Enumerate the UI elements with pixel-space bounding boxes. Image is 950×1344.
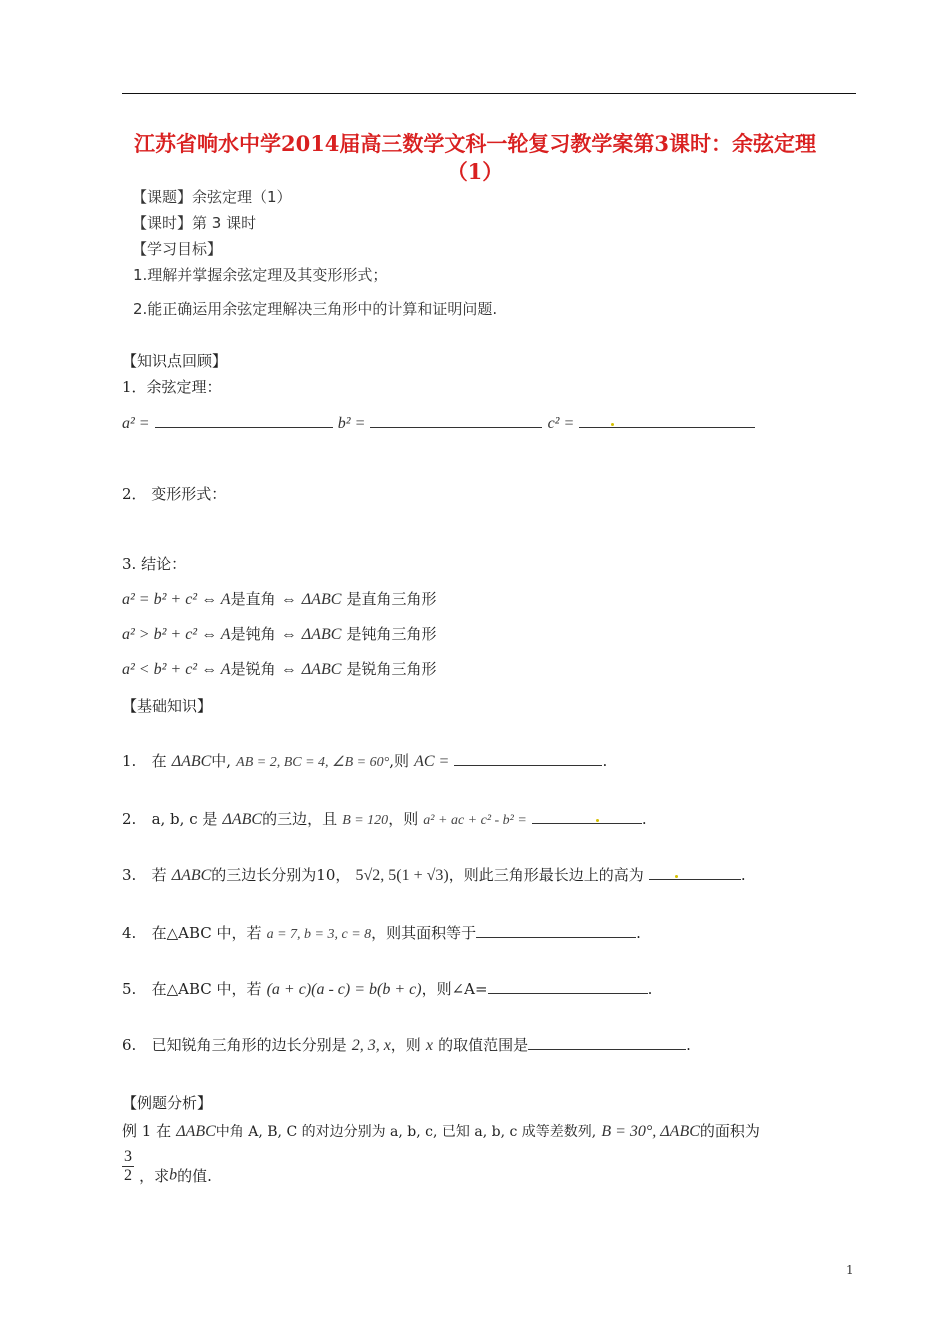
basics-q6 (122, 1034, 691, 1055)
q3-mid: 的三边长分别为10， (211, 866, 351, 884)
triangle-symbol: ΔABC (301, 626, 342, 643)
basics-label: 【基础知识】 (122, 697, 213, 715)
q6-end: . (686, 1036, 691, 1054)
page-number: 1 (846, 1263, 854, 1277)
q6-pre: 已知锐角三角形的边长分别是 (151, 1036, 347, 1054)
ex1-ask-pre: ，求 (139, 1167, 170, 1185)
q4-number: 4. (122, 924, 137, 942)
q2-pre: a, b, c 是 (151, 810, 218, 828)
q2-then: ，则 (388, 810, 419, 828)
fraction-denominator: 2 (124, 1167, 132, 1184)
review-item2: 2． 变形形式： (122, 485, 227, 503)
example-1-line2 (122, 1148, 212, 1186)
q3-answer-blank (649, 865, 741, 880)
conclusion-result: 是锐角三角形 (346, 660, 437, 678)
conclusion-expr: a² > b² + c² ⇔ A (122, 626, 231, 643)
topic-line: 【课题】余弦定理（1） (132, 188, 292, 206)
iff-symbol: ⇔ (280, 591, 297, 608)
conclusion-result: 是钝角三角形 (346, 625, 437, 643)
example-1-line1 (122, 1120, 760, 1141)
q1-answer-blank (454, 751, 602, 766)
basics-q5 (122, 978, 652, 999)
conclusion-expr: a² < b² + c² ⇔ A (122, 661, 231, 678)
q6-variable: x (425, 1037, 434, 1054)
q3-pre: 若 (151, 866, 167, 884)
q3-end: . (740, 866, 746, 884)
basics-q3 (122, 864, 746, 885)
three-halves-fraction (122, 1148, 134, 1185)
title-line2: （1） (446, 159, 504, 184)
conclusion-result: 是直角三角形 (346, 590, 437, 608)
q1-condition: AB = 2, BC = 4, ∠B = 60° (236, 755, 390, 770)
triangle-symbol: ΔABC (301, 591, 342, 608)
title-line1: 江苏省响水中学2014届高三数学文科一轮复习教学案第3课时：余弦定理 (133, 131, 817, 156)
examples-label: 【例题分析】 (122, 1094, 213, 1112)
q6-sides: 2, 3, x (351, 1037, 391, 1054)
q2-condition: B = 120 (342, 813, 389, 828)
q2-answer-blank (532, 809, 642, 824)
review-item1: 1．余弦定理： (122, 378, 222, 396)
q1-pre: 在 (151, 752, 167, 770)
review-item3: 3. 结论： (122, 555, 187, 573)
ex1-condition: B = 30° (601, 1123, 653, 1140)
conclusion-expr: a² = b² + c² ⇔ A (122, 591, 231, 608)
q3-triangle: ΔABC (171, 867, 212, 884)
q4-end: . (636, 924, 641, 942)
q3-number: 3. (122, 866, 137, 884)
q5-end: . (647, 980, 653, 998)
q1-number: 1. (122, 752, 137, 770)
q1-then: ,则 (389, 752, 409, 770)
eq-c-label: c² = (547, 415, 575, 432)
q5-answer-blank (488, 979, 648, 994)
conclusion-row-3 (122, 658, 437, 679)
q2-end: . (641, 810, 647, 828)
iff-symbol: ⇔ (280, 626, 297, 643)
q1-triangle: ΔABC (171, 753, 212, 770)
q6-then: ，则 (390, 1036, 421, 1054)
basics-q1 (122, 750, 607, 771)
iff-symbol: ⇔ (280, 661, 297, 678)
eq-a-blank (155, 413, 333, 428)
conclusion-angle: 是直角 (230, 590, 276, 608)
ex1-ask-var: b (169, 1166, 178, 1184)
ex1-ask-post: 的值. (177, 1167, 212, 1185)
q5-pre: 在△ABC 中，若 (151, 980, 262, 998)
conclusion-row-2 (122, 623, 437, 644)
eq-b-blank (370, 413, 542, 428)
q4-then: ，则其面积等于 (371, 924, 477, 942)
q2-triangle: ΔABC (222, 811, 263, 828)
basics-q4 (122, 922, 641, 943)
ex1-triangle: ΔABC (176, 1123, 216, 1140)
q1-ask: AC = (414, 753, 450, 770)
q4-answer-blank (476, 923, 636, 938)
period-line: 【课时】第 3 课时 (132, 214, 257, 232)
q5-number: 5. (122, 980, 137, 998)
q5-condition: (a + c)(a - c) = b(b + c) (266, 981, 422, 998)
q2-mid: 的三边，且 (262, 810, 338, 828)
q2-ask: a² + ac + c² - b² = (423, 813, 527, 828)
eq-b-label: b² = (337, 415, 366, 432)
goals-label: 【学习目标】 (132, 240, 223, 258)
q1-end: . (602, 752, 608, 770)
ex1-triangle-2: , ΔABC (652, 1123, 700, 1140)
header-rule (122, 93, 856, 94)
q3-then: ，则此三角形最长边上的高为 (448, 866, 644, 884)
conclusion-angle: 是锐角 (230, 660, 276, 678)
q6-number: 6. (122, 1036, 137, 1054)
q1-mid: 中, (211, 752, 232, 770)
cosine-law-row (122, 413, 755, 433)
ex1-post: 的面积为 (699, 1122, 760, 1140)
eq-a-label: a² = (122, 415, 150, 432)
goal-1: 1.理解并掌握余弦定理及其变形形式； (133, 266, 388, 284)
basics-q2 (122, 808, 647, 829)
q4-condition: a = 7, b = 3, c = 8 (266, 927, 372, 942)
goal-2: 2.能正确运用余弦定理解决三角形中的计算和证明问题. (133, 300, 498, 318)
q4-pre: 在△ABC 中，若 (151, 924, 262, 942)
q3-sides: 5√2, 5(1 + √3) (355, 867, 449, 884)
q5-then: ，则∠A= (421, 980, 488, 998)
conclusion-angle: 是钝角 (230, 625, 276, 643)
q6-rest: 的取值范围是 (438, 1036, 529, 1054)
review-label: 【知识点回顾】 (122, 352, 228, 370)
eq-c-blank (579, 413, 755, 428)
q2-number: 2. (122, 810, 137, 828)
ex1-pre: 例 1 在 (122, 1122, 172, 1140)
ex1-mid: 中角 A, B, C 的对边分别为 a, b, c, 已知 a, b, c 成等差数列, (215, 1124, 597, 1140)
q6-answer-blank (528, 1035, 686, 1050)
triangle-symbol: ΔABC (301, 661, 342, 678)
fraction-numerator: 3 (124, 1148, 132, 1165)
conclusion-row-1 (122, 588, 437, 609)
